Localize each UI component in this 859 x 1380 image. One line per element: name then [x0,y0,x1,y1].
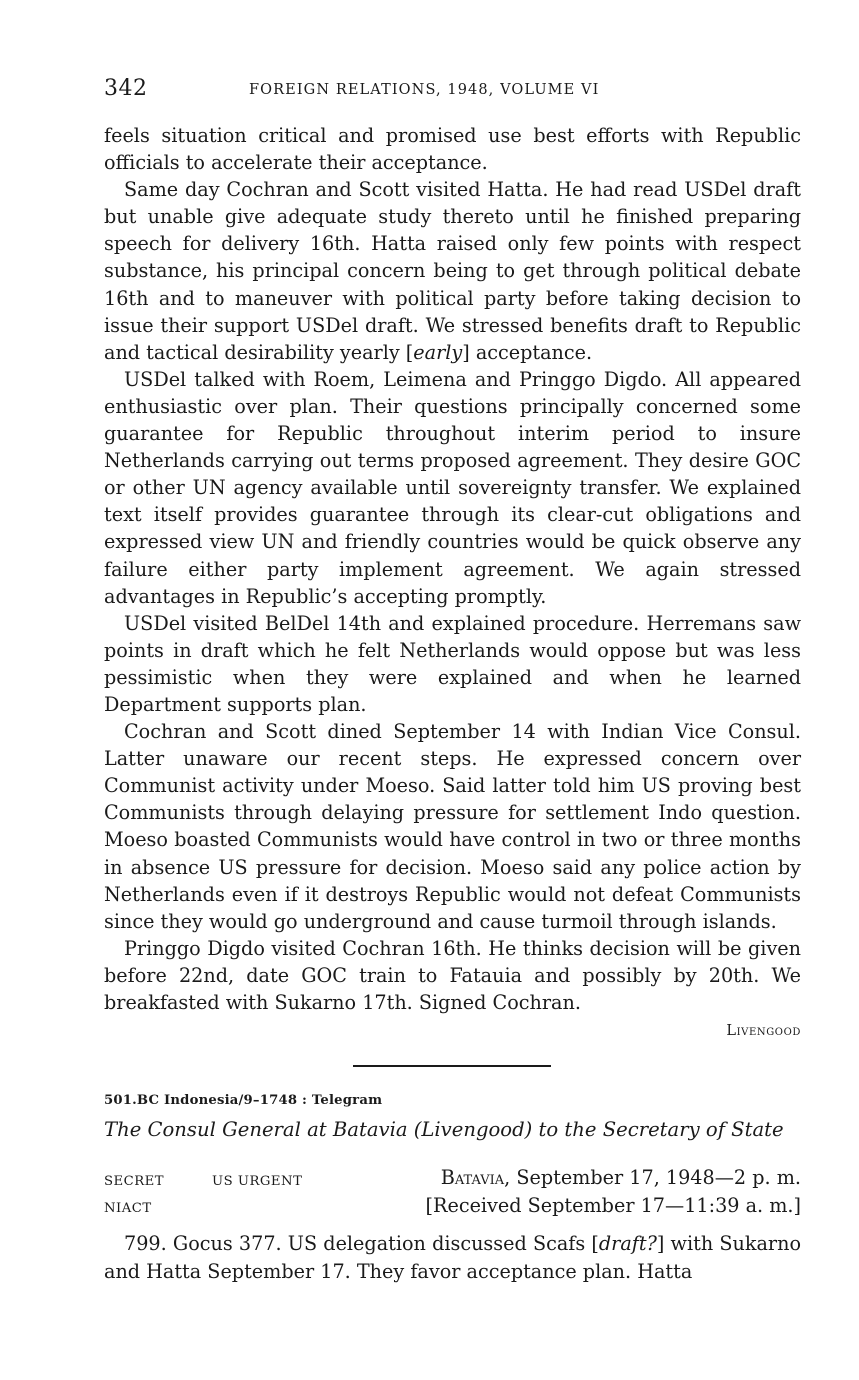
received-dateline: [Received September 17—11:39 a. m.] [425,1194,801,1217]
classification-label: SECRET [104,1174,165,1189]
paragraph-2-tail: ] acceptance. [462,340,593,364]
paragraph-2-text: Same day Cochran and Scott visited Hatta. He had read USDel draft but unable give adequate study thereto until he finished preparing speech for delivery 16th. Hatta raised only few points with respect substance, his principal concern being to get through political debate 16th and to maneuver with political party before taking decision to issue their support USDel draft. We stressed benefits draft to Republic and tactical desirability yearly [ [104,178,801,364]
routing-label: NIACT [104,1201,152,1216]
telegram-meta [104,1166,801,1222]
paragraph-1: feels situation critical and promised use best efforts with Republic officials to accelerate their acceptance. [104,124,801,175]
paragraph-4: USDel visited BelDel 14th and explained procedure. Herremans saw points in draft which he felt Netherlands would oppose but was less pessimistic when they were explained and when he learned Department supports plan. [104,611,801,716]
telegram-text-end: ] with Sukarno and Hatta September 17. They favor acceptance plan. Hatta [104,1232,802,1283]
paragraph-3: USDel talked with Roem, Leimena and Pringgo Digdo. All appeared enthusiastic over plan. Their questions principally concerned some guarantee for Republic throughout interim period to insure Netherlands carrying out terms proposed agreement. They desire GOC or other UN agency available until sovereignty transfer. We explained text itself provides guarantee through its clear-cut obligations and expressed view UN and friendly countries would be quick observe any failure either party implement agreement. We again stressed advantages in Republic’s accepting promptly. [104,367,801,608]
telegram-text-emphasis: draft? [598,1232,657,1255]
file-reference: 501.BC Indonesia/9–1748 : Telegram [104,1093,383,1108]
running-title: FOREIGN RELATIONS, 1948, VOLUME VI [249,82,600,98]
running-header [104,76,801,106]
sent-dateline [441,1166,801,1189]
place-name: Batavia, [440,1166,511,1189]
sent-date: September 17, 1948—2 p. m. [516,1166,801,1189]
page-number: 342 [104,76,148,101]
document-title: The Consul General at Batavia (Livengood) to the Secretary of State [104,1118,784,1141]
telegram-text-start: 799. Gocus 377. US delegation discussed Scafs [ [124,1232,599,1255]
paragraph-5: Cochran and Scott dined September 14 with Indian Vice Consul. Latter unaware our recent steps. He expressed concern over Communist activity under Moeso. Said latter told him US proving best Communists through delaying pressure for settlement Indo question. Moeso boasted Communists would have control in two or three months in absence US pressure for decision. Moeso said any police action by Netherlands even if it destroys Republic would not defeat Communists since they would go underground and cause turmoil through islands. [104,720,801,933]
main-text [104,122,801,1042]
section-divider [353,1065,551,1067]
paragraph-2 [104,176,801,366]
paragraph-2-emphasis: early [413,340,463,364]
signoff-signature: Livengood [726,1023,801,1040]
paragraph-6: Pringgo Digdo visited Cochran 16th. He thinks decision will be given before 22nd, date GOC train to Fatauia and possibly by 20th. We breakfasted with Sukarno 17th. Signed Cochran. [104,936,801,1014]
priority-label: US URGENT [212,1174,303,1189]
telegram-text [104,1230,801,1286]
